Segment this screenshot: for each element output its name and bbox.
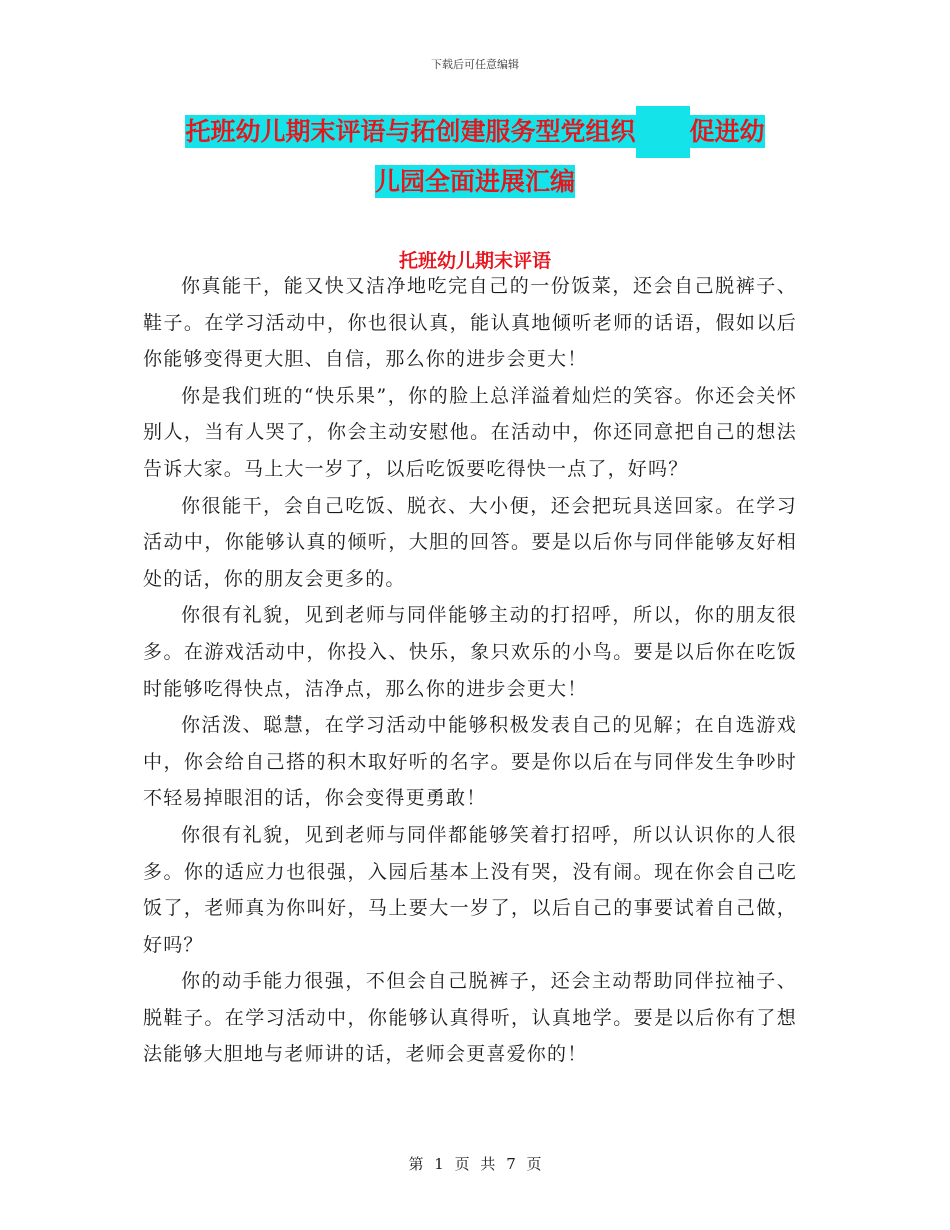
title-line1-part1: 托班幼儿期末评语与拓创建服务型党组织 bbox=[185, 117, 636, 146]
footer-total-pages: 7 bbox=[506, 1155, 516, 1173]
title-line1-part2: 促进幼 bbox=[689, 117, 765, 146]
paragraph: 你的动手能力很强，不但会自己脱裤子，还会主动帮助同伴拉袖子、脱鞋子。在学习活动中，你能够认真得听，认真地学。要是以后你有了想法能够大胆地与老师讲的话，老师会更喜爱你的！ bbox=[143, 970, 797, 1066]
footer-page-number: 1 bbox=[434, 1155, 444, 1173]
footer-ye: 页 bbox=[454, 1155, 470, 1173]
body-text bbox=[143, 268, 797, 1073]
title-gap bbox=[636, 106, 690, 158]
document-title bbox=[143, 106, 807, 206]
footer-ye2: 页 bbox=[526, 1155, 542, 1173]
paragraph: 你真能干，能又快又洁净地吃完自己的一份饭菜，还会自己脱裤子、鞋子。在学习活动中，你也很认真，能认真地倾听老师的话语，假如以后你能够变得更大胆、自信，那么你的进步会更大！ bbox=[143, 275, 797, 371]
paragraph: 你很有礼貌，见到老师与同伴能够主动的打招呼，所以，你的朋友很多。在游戏活动中，你投入、快乐，象只欢乐的小鸟。要是以后你在吃饭时能够吃得快点，洁净点，那么你的进步会更大！ bbox=[143, 604, 797, 700]
paragraph: 你是我们班的“快乐果”，你的脸上总洋溢着灿烂的笑容。你还会关怀别人，当有人哭了，你会主动安慰他。在活动中，你还同意把自己的想法告诉大家。马上大一岁了，以后吃饭要吃得快一点了，好吗？ bbox=[143, 384, 797, 480]
page-footer bbox=[0, 1153, 950, 1174]
footer-di: 第 bbox=[408, 1155, 424, 1173]
paragraph: 你活泼、聪慧，在学习活动中能够积极发表自己的见解；在自选游戏中，你会给自己搭的积木取好听的名字。要是你以后在与同伴发生争吵时不轻易掉眼泪的话，你会变得更勇敢！ bbox=[143, 714, 797, 810]
section-heading: 托班幼儿期末评语 bbox=[398, 250, 551, 272]
paragraph: 你很有礼貌，见到老师与同伴都能够笑着打招呼，所以认识你的人很多。你的适应力也很强，入园后基本上没有哭，没有闹。现在你会自己吃饭了，老师真为你叫好，马上要大一岁了，以后自己的事要试着自己做，好吗？ bbox=[143, 823, 797, 956]
header-note: 下载后可任意编辑 bbox=[431, 58, 519, 71]
title-line2: 儿园全面进展汇编 bbox=[374, 167, 575, 196]
footer-gong: 共 bbox=[480, 1155, 496, 1173]
paragraph: 你很能干，会自己吃饭、脱衣、大小便，还会把玩具送回家。在学习活动中，你能够认真的倾听，大胆的回答。要是以后你与同伴能够友好相处的话，你的朋友会更多的。 bbox=[143, 494, 797, 590]
